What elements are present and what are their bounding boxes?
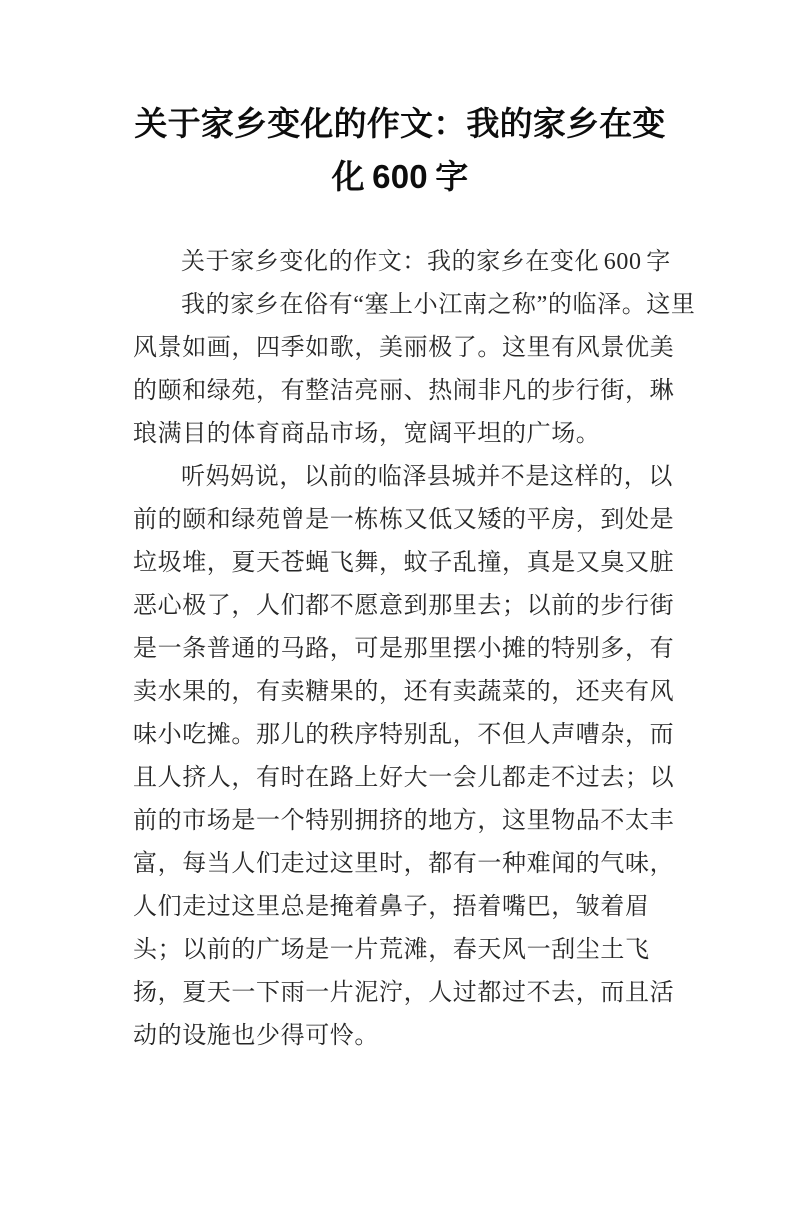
- document-body: [133, 241, 697, 1058]
- paragraph-title-line: 关于家乡变化的作文：我的家乡在变化 600 字: [181, 249, 671, 275]
- document-page: [0, 97, 800, 1229]
- paragraph-hometown-intro: 我的家乡在俗有“塞上小江南之称”的临泽。这里风景如画，四季如歌，美丽极了。这里有风景优美的颐和绿苑，有整洁亮丽、热闹非凡的步行街，琳琅满目的体育商品市场，宽阔平坦的广场。: [133, 292, 696, 447]
- paragraph-hometown-past: 听妈妈说，以前的临泽县城并不是这样的，以前的颐和绿苑曾是一栋栋又低又矮的平房，到处是垃圾堆，夏天苍蝇飞舞，蚊子乱撞，真是又臭又脏恶心极了，人们都不愿意到那里去；以前的步行街是一条普通的马路，可是那里摆小摊的特别多，有卖水果的，有卖糖果的，还有卖蔬菜的，还夹有风味小吃摊。那儿的秩序特别乱，不但人声嘈杂，而且人挤人，有时在路上好大一会儿都走不过去；以前的市场是一个特别拥挤的地方，这里物品不太丰富，每当人们走过这里时，都有一种难闻的气味，人们走过这里总是掩着鼻子，捂着嘴巴，皱着眉头；以前的广场是一片荒滩，春天风一刮尘土飞扬，夏天一下雨一片泥泞，人过都过不去，而且活动的设施也少得可怜。: [133, 464, 675, 1049]
- document-title: 关于家乡变化的作文：我的家乡在变化 600 字: [134, 105, 666, 195]
